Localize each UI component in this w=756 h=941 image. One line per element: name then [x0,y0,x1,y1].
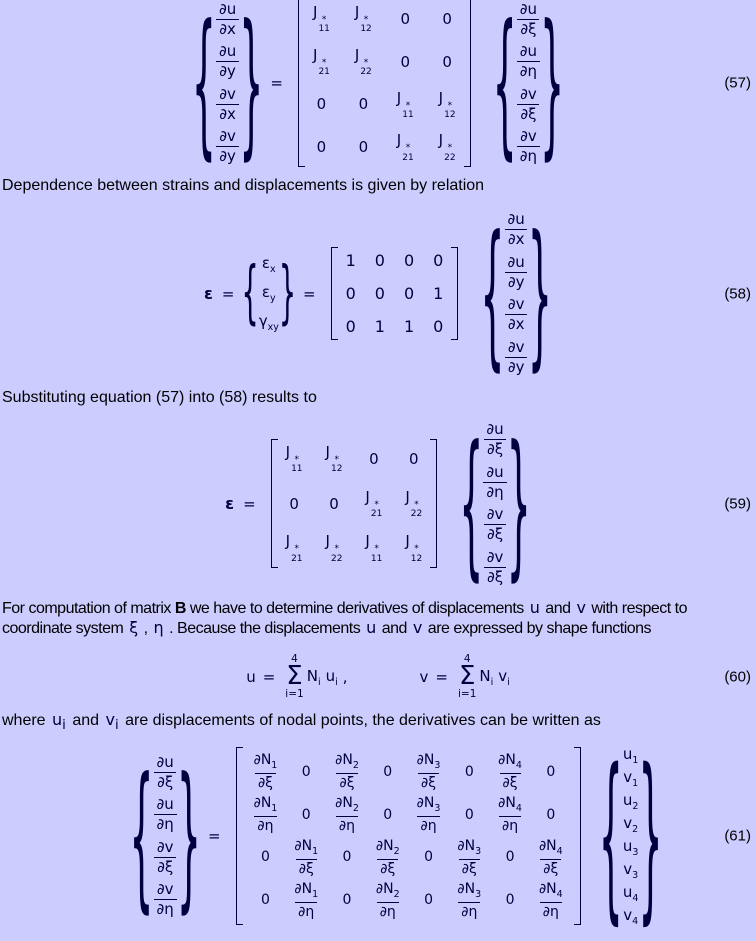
left-brace-icon [480,215,504,373]
equation-number: (61) [724,827,751,845]
equation-number: (59) [724,495,751,512]
sigma-icon: Σ [286,661,303,692]
left-brace-icon [493,4,517,162]
equation-61 [0,736,756,936]
equation-59 [0,412,756,595]
equation-number: (58) [724,285,751,302]
paragraph-nodal-points: where $u_i$ and $v_i$ are displacements of nodal points, the derivatives can be written as [2,710,601,734]
equation-number: (60) [724,668,751,686]
matrix-bracket-right [430,439,437,569]
equals-sign: = [270,74,283,92]
matrix-bracket-right [451,247,458,340]
equals-sign: = [435,668,448,686]
right-brace-icon [177,757,201,915]
epsilon-vector-symbol: ε [204,284,213,303]
equation-number: (57) [724,74,751,92]
left-brace-icon [599,746,623,927]
paragraph-strain-displacement: Dependence between strains and displacements is given by relation [2,177,485,194]
paragraph-substituting: Substituting equation (57) into (58) results to [2,389,317,406]
eq58-rhs-vector: { $\frac{\partial u}{\partial x}$ $\frac{\partial u}{\partial y}$ $\frac{\partial v}{\partial x}$ $\frac{\partial v}{\partial y}$ } [480,210,552,377]
sum-term-u: u = 4 Σ i=1 $N_i$ $u_i$ , [246,652,348,700]
summation-symbol: 4 Σ i=1 [457,652,477,700]
equals-sign: = [243,494,256,513]
right-brace-icon [528,215,552,373]
left-brace-icon [192,4,216,162]
paragraph-matrix-b: For computation of matrix B we have to determine derivatives of displacements u and v with respect to coordinate system ξ , η . Because the displacements u and v are expressed by shape functions [2,598,688,637]
equals-sign: = [221,284,235,303]
eq57-rhs-vector: { $\frac{\partial u}{\partial\xi}$ $\frac{\partial u}{\partial\eta}$ $\frac{\partial v}{\partial\xi}$ $\frac{\partial v}{\partial\eta}$ } [493,0,565,167]
eq61-lhs-vector: { $\frac{\partial u}{\partial\xi}$ $\frac{\partial u}{\partial\eta}$ $\frac{\partial v}{\partial\xi}$ $\frac{\partial v}{\partial\eta}$ } [129,753,201,920]
right-brace-icon [638,746,662,927]
right-brace-icon [279,259,296,328]
right-brace-icon [239,4,263,162]
matrix-bracket-right [464,0,471,167]
matrix-bracket-left [298,0,305,167]
eq61-nodal-vector: { $u_1$ $v_1$ $u_2$ $v_2$ $u_3$ $v_3$ $u_4$ $v_4$ } [599,745,663,927]
epsilon-vector-symbol: ε [225,494,235,513]
left-brace-icon [459,425,483,583]
eq59-combined-matrix: J * 11 J * 12 0 0 0 0 J * 21 J * 22 J * 21 J * 22 J * 11 J * 12 [271,439,438,569]
matrix-bracket-left [236,747,243,924]
matrix-bracket-left [271,439,278,569]
summation-symbol: 4 Σ i=1 [285,652,304,700]
matrix-bracket-right [574,747,581,924]
eq57-lhs-vector: { $\frac{\partial u}{\partial x}$ $\frac{\partial u}{\partial y}$ $\frac{\partial v}{\partial x}$ $\frac{\partial v}{\partial y}$ } [192,0,264,167]
left-brace-icon [242,259,259,328]
matrix-bracket-left [331,247,338,340]
equals-sign: = [262,668,276,686]
equals-sign: = [303,284,316,303]
sigma-icon: Σ [458,661,476,692]
eq58-selection-matrix: 1 0 0 0 0 0 0 1 0 1 1 0 [331,247,459,340]
eq58-strain-vector: { $\varepsilon_x$ $\varepsilon_y$ $\gamma_{xy}$ } [242,254,297,333]
equation-57 [0,0,756,169]
equals-sign: = [208,827,221,845]
eq61-shape-derivative-matrix: $\frac{\partial N_1}{\partial\xi}$ 0 $\frac{\partial N_2}{\partial\xi}$ 0 $\frac{\partial N_3}{\partial\xi}$ 0 $\frac{\partial N_4}{\partial\xi}$ 0 $\frac{\partial N_1}{\partial\eta}$ 0 $\frac{\partial N_2}{\partial\eta}$ 0 $\frac{\partial N_3}{\partial\eta}$ 0 $\frac{\partial N_4}{\partial\eta}$ 0 0 $\frac{\partial N_1}{\partial\xi}$ 0 $\frac{\partial N_2}{\partial\xi}$ 0 $\frac{\partial N_3}{\partial\xi}$ 0 $\frac{\partial N_4}{\partial\xi}$ 0 $\frac{\partial N_1}{\partial\eta}$ 0 $\frac{\partial N_2}{\partial\eta}$ 0 $\frac{\partial N_3}{\partial\eta}$ 0 $\frac{\partial N_4}{\partial\eta}$ [236,747,581,924]
equation-60 [0,648,756,706]
left-brace-icon [129,757,153,915]
sum-term-v: v = 4 Σ i=1 $N_i$ $v_i$ [419,652,510,700]
right-brace-icon [540,4,564,162]
equation-58 [0,203,756,384]
right-brace-icon [507,425,531,583]
eq57-jacobian-matrix: J * 11 J * 12 0 0 J * 21 J * 22 0 0 0 0 J * 11 J * 12 0 0 J * 21 J * 22 [298,0,471,167]
eq59-rhs-vector: { $\frac{\partial u}{\partial\xi}$ $\frac{\partial u}{\partial\eta}$ $\frac{\partial v}{\partial\xi}$ $\frac{\partial v}{\partial\xi}$ } [459,420,531,587]
